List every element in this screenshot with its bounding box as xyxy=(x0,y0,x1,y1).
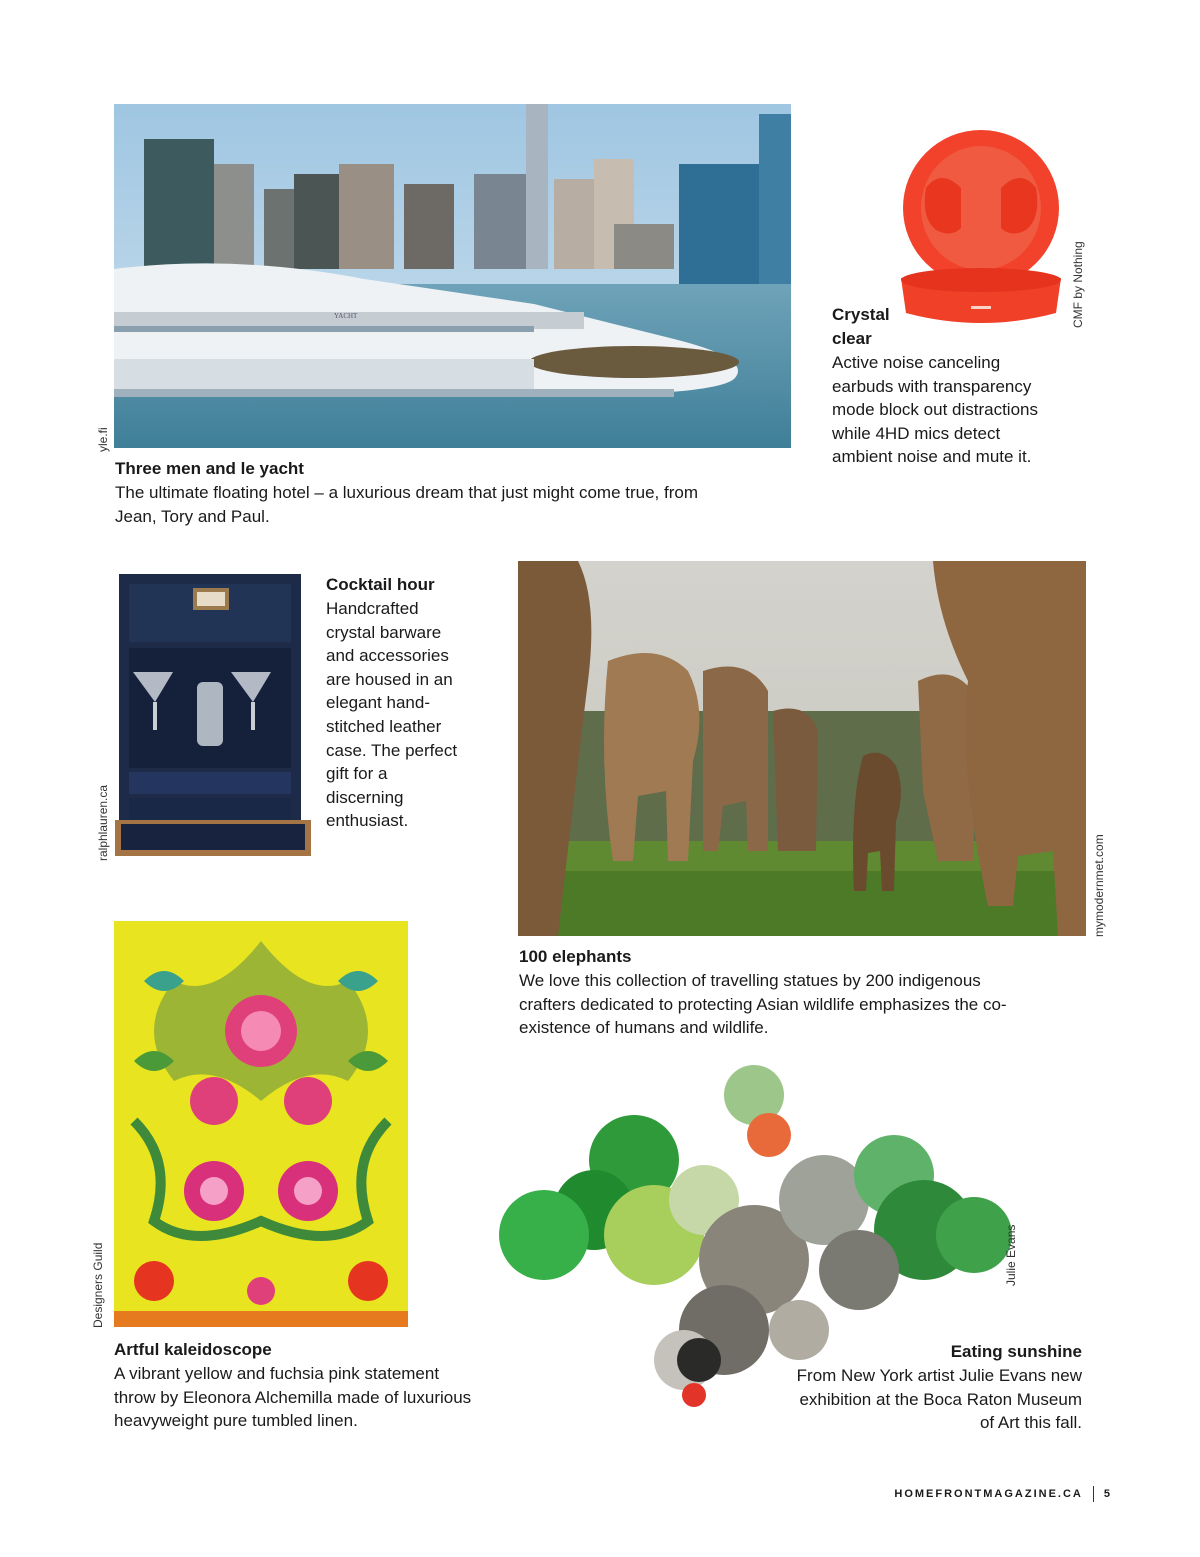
page-footer xyxy=(860,1485,1110,1503)
cocktail-caption-body: Handcrafted crystal barware and accessories are housed in an elegant hand-stitched leather case. The perfect gift for a discerning enthusiast. xyxy=(326,599,458,831)
kaleidoscope-caption-body: A vibrant yellow and fuchsia pink statement throw by Eleonora Alchemilla made of luxurious heavyweight pure tumbled linen. xyxy=(114,1364,472,1431)
yacht-photo-credit: yle.fi xyxy=(96,427,110,452)
sunshine-caption-body: From New York artist Julie Evans new exhibition at the Boca Raton Museum of Art this fall. xyxy=(796,1366,1082,1433)
cocktail-photo-credit: ralphlauren.ca xyxy=(96,784,110,861)
yacht-caption-body: The ultimate floating hotel – a luxurious dream that just might come true, from Jean, Tory and Paul. xyxy=(115,483,698,526)
elephants-photo xyxy=(518,561,1086,936)
earbuds-photo xyxy=(896,118,1066,330)
yacht-name-label: YACHT xyxy=(334,312,358,320)
yacht-caption-title: Three men and le yacht xyxy=(115,459,304,478)
page-number: 5 xyxy=(1103,1488,1110,1500)
earbuds-caption-body: Active noise canceling earbuds with transparency mode block out distractions while 4HD mics detect ambient noise and mute it. xyxy=(832,353,1038,467)
elephants-caption-body: We love this collection of travelling statues by 200 indigenous crafters dedicated to protecting Asian wildlife emphasizes the co-existence of humans and wildlife. xyxy=(519,971,1007,1038)
yacht-photo xyxy=(114,104,791,448)
kaleidoscope-throw-photo xyxy=(114,921,408,1327)
elephants-photo-credit: mymodernmet.com xyxy=(1092,834,1106,937)
sunshine-caption-title: Eating sunshine xyxy=(950,1342,1082,1361)
elephants-caption-title: 100 elephants xyxy=(519,947,632,966)
cocktail-caption-title: Cocktail hour xyxy=(326,575,435,594)
earbuds-photo-credit: CMF by Nothing xyxy=(1071,241,1085,328)
sunshine-artwork-credit: Julie Evans xyxy=(1004,1224,1018,1286)
earbuds-caption-title: Crystal clear xyxy=(832,305,890,348)
footer-divider xyxy=(1093,1486,1094,1502)
kaleidoscope-photo-credit: Designers Guild xyxy=(91,1242,105,1328)
footer-site-link[interactable]: HOMEFRONTMAGAZINE.CA xyxy=(894,1488,1083,1500)
cocktail-case-photo xyxy=(113,572,313,862)
kaleidoscope-caption-title: Artful kaleidoscope xyxy=(114,1340,272,1359)
